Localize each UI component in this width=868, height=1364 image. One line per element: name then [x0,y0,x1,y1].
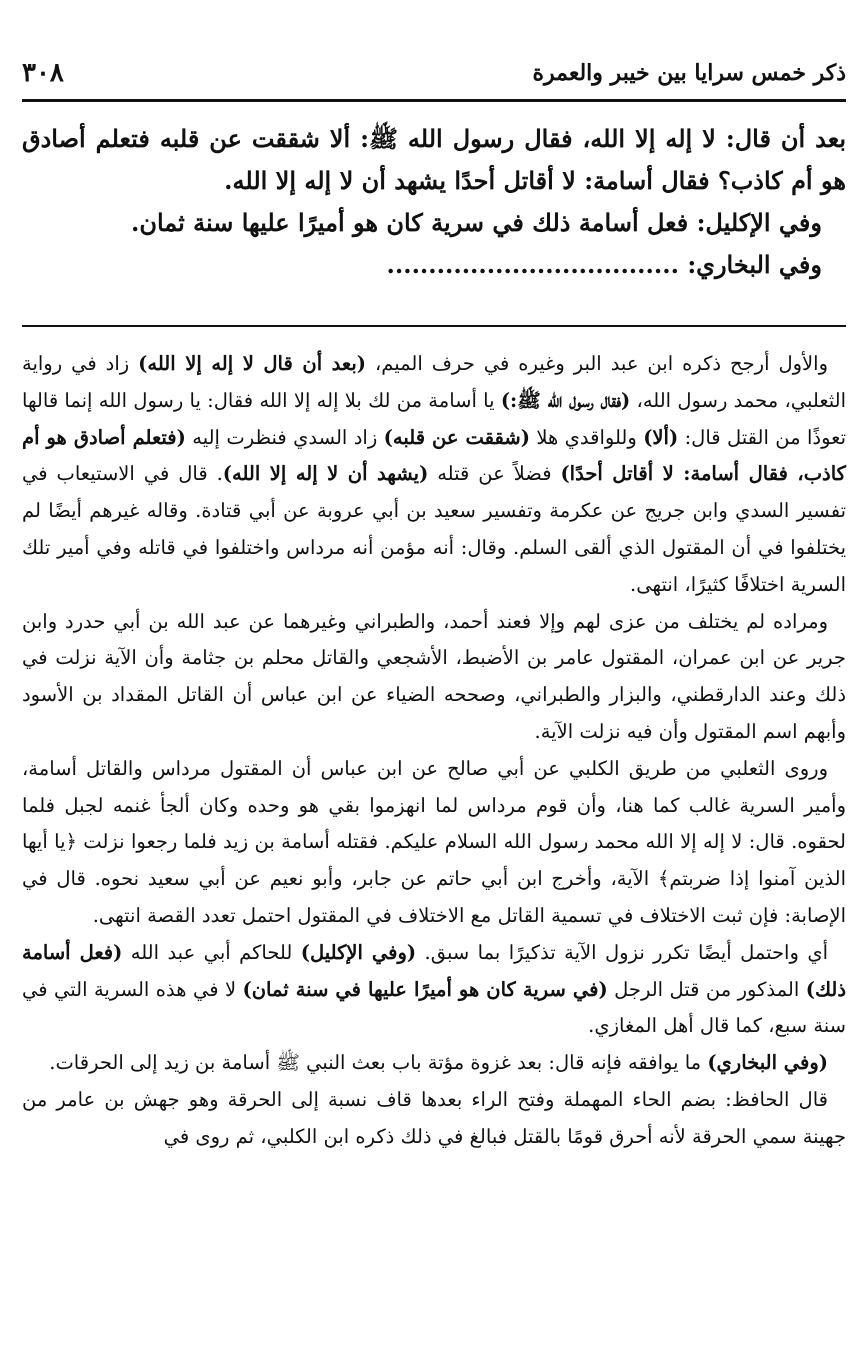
commentary-text: والأول أرجح ذكره ابن عبد البر وغيره في حرف الميم، [365,352,828,375]
matn-paragraph-3 [22,244,846,286]
matn-quote: (بعد أن قال لا إله إلا الله) [138,352,366,375]
commentary-paragraph-2: ومراده لم يختلف من عزى لهم وإلا فعند أحمد، والطبراني وغيرهما عن عبد الله بن أبي حدرد وابن جرير عن ابن عمران، المقتول عامر بن الأضبط، الأشجعي والقاتل محلم بن جثامة وأن الآية نزلت في ذلك وعند الدارقطني، والبزار والطبراني، وصححه الضياء عن ابن عباس أن القاتل المقداد بن الأسود وأبهم اسم المقتول وأن فيه نزلت الآية. [22,609,846,743]
commentary-text-block [22,346,846,1156]
commentary-text: . قال في الاستيعاب في تفسير السدي وابن جريج عن عكرمة وتفسير سعيد بن أبي عروبة عن أبي قتادة. وقاله غيرهم أيضًا لم يختلفوا في أن المقتول الذي ألقى السلم. وقال: أنه مؤمن أنه مرداس واختلفوا في قاتله وفي أمير تلك السرية اختلافًا كثيرًا، انتهى. [22,462,846,596]
matn-bukhari-label: وفي البخاري: [687,250,822,279]
commentary-text: فضلاً عن قتله [428,462,561,486]
commentary-paragraph-1 [22,346,846,604]
commentary-text: لا في هذه السرية التي في سنة سبع، كما قال أهل المغازي. [22,977,846,1038]
page-header [22,52,846,94]
matn-quote: (وفي البخاري) [707,1051,828,1075]
matn-paragraph-1: بعد أن قال: لا إله إلا الله، فقال رسول الله ﷺ: ألا شققت عن قلبه فتعلم أصادق هو أم كاذب؟ فقال أسامة: لا أقاتل أحدًا يشهد أن لا إله إلا الله. [22,124,846,195]
commentary-text: زاد في رواية الثعلبي، محمد رسول الله، [22,352,846,412]
matn-quote: (فقال رسول الله ﷺ:) [500,388,631,412]
commentary-text: ما يوافقه فإنه قال: بعد غزوة مؤتة باب بعث النبي ﷺ أسامة بن زيد إلى الحرقات. [49,1051,708,1075]
matn-quote: (في سرية كان هو أميرًا عليها في سنة ثمان) [242,977,608,1001]
matn-quote: (فتعلم أصادق هو أم كاذب، فقال أسامة: لا أقاتل أحدًا) [22,425,846,486]
commentary-text: المذكور من قتل الرجل [607,977,806,1001]
matn-divider [22,325,846,327]
running-title: ذكر خمس سرايا بين خيبر والعمرة [532,60,846,86]
commentary-text: زاد السدي فنظرت إليه [185,425,384,449]
matn-paragraph-2: وفي الإكليل: فعل أسامة ذلك في سرية كان هو أميرًا عليها سنة ثمان. [130,208,822,237]
page-number: ٣٠٨ [22,58,64,88]
matn-ellipsis-dots: ................................... [386,250,679,279]
commentary-paragraph-6: قال الحافظ: بضم الحاء المهملة وفتح الراء بعدها قاف نسبة إلى الحرقة وهو جهش بن عامر من جهينة سمي الحرقة لأنه أحرق قومًا بالقتل فبالغ في ذلك ذكره ابن الكلبي، ثم روى في [22,1087,846,1148]
matn-quote: (وفي الإكليل) [300,940,417,964]
commentary-text: للحاكم أبي عبد الله [122,940,301,964]
header-rule [22,99,846,102]
matn-text-block [22,118,846,286]
matn-quote: (يشهد أن لا إله إلا الله) [222,462,429,486]
commentary-paragraph-3: وروى الثعلبي من طريق الكلبي عن أبي صالح عن ابن عباس أن المقتول مرداس والقاتل أسامة، وأمير السرية غالب كما هنا، وأن قوم مرداس لما انهزموا بقي هو وحده وكان ألجأ غنمه لجبل فلما لحقوه. قال: لا إله إلا الله محمد رسول الله السلام عليكم. فقتله أسامة بن زيد فلما رجعوا نزلت ﴿يا أيها الذين آمنوا إذا ضربتم﴾ الآية، وأخرج ابن أبي حاتم عن جابر، وأبو نعيم عن أبي سعيد نحوه. قال في الإصابة: فإن ثبت الاختلاف في تسمية القاتل مع الاختلاف في المقتول احتمل تعدد القصة انتهى. [22,756,846,927]
commentary-paragraph-4 [22,935,846,1045]
commentary-paragraph-5 [22,1045,846,1082]
commentary-text: أي واحتمل أيضًا تكرر نزول الآية تذكيرًا بما سبق. [416,940,828,964]
matn-quote: (ألا) [643,425,679,449]
commentary-text: وللواقدي هلا [529,425,644,449]
matn-quote: (شققت عن قلبه) [383,425,530,449]
matn-quote: (فعل أسامة ذلك) [22,940,847,1001]
commentary-text: يا أسامة من لك بلا إله إلا الله فقال: يا رسول الله إنما قالها تعوذًا من القتل قال: [22,388,847,449]
